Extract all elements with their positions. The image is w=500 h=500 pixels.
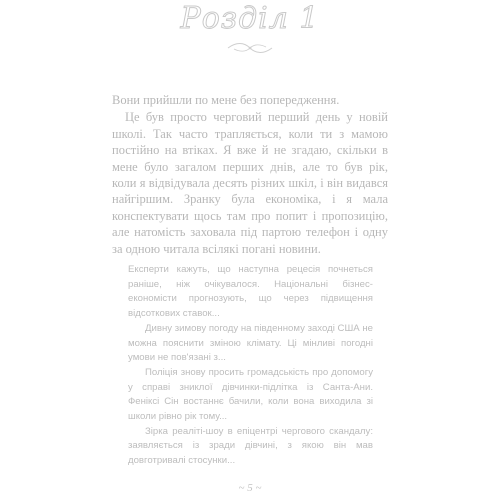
page-number: ~ 5 ~ bbox=[238, 482, 262, 494]
intro-lead-paragraph: Вони прийшли по мене без попередження. bbox=[112, 93, 340, 107]
chapter-title: Розділ 1 bbox=[180, 1, 320, 36]
chapter-intro bbox=[112, 92, 388, 257]
news-item: Експерти кажуть, що наступна рецесія почнеться раніше, ніж очікувалося. Національні бізнес-економісти прогнозують, що через підвищення відсоткових ставок... bbox=[128, 264, 373, 320]
intro-body-paragraph: Це був просто черговий перший день у новій школі. Так часто трапляється, коли ти з мамою постійно на втіках. Я вже й не згадаю, скільки в мене було загалом перших днів, але то був рік, коли я відвідувала десять різних шкіл, і він видався найгіршим. Зранку була економіка, і я мала конспектувати щось там про попит і пропозицію, але натомість заховала під партою телефон і одну за одною читала всілякі погані новини. bbox=[112, 110, 388, 256]
news-item: Зірка реаліті-шоу в епіцентрі чергового скандалу: заявляється із зради дівчині, з якою він мав довготривалі стосунки... bbox=[128, 425, 373, 467]
news-item: Дивну зимову погоду на південному заході США не можна пояснити зміною клімату. Ці мінливі погодні умови не пов'язані з... bbox=[128, 322, 373, 364]
news-headlines-inset bbox=[128, 263, 373, 469]
news-item: Поліція знову просить громадськість про допомогу у справі зниклої дівчинки-підлітка із Санта-Ани. Феніксі Сін востаннє бачили, коли вона виходила зі школи рівно рік тому... bbox=[128, 366, 373, 423]
flourish-ornament-icon bbox=[226, 40, 274, 56]
